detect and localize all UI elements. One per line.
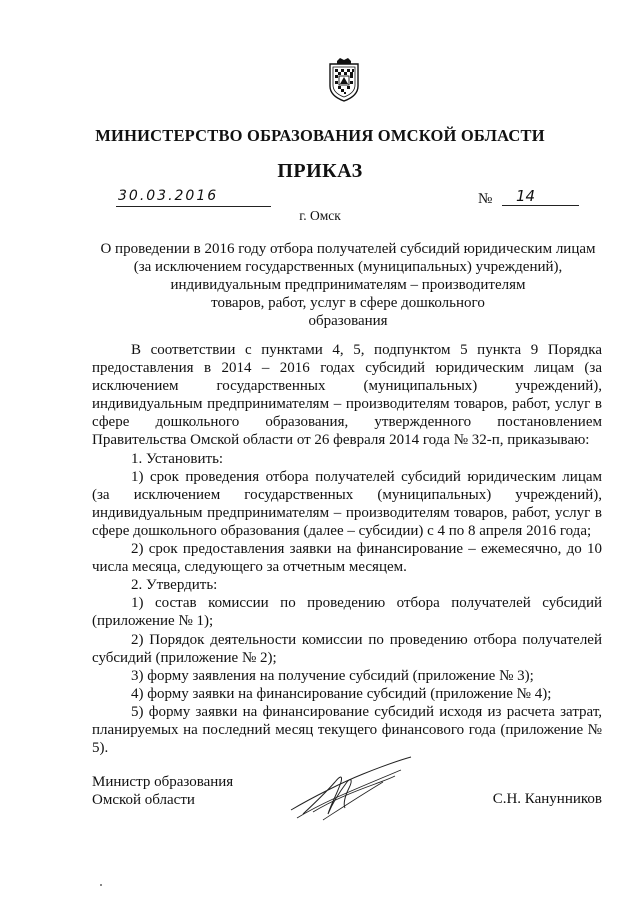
city: г. Омск xyxy=(299,208,341,223)
coat-of-arms-emblem xyxy=(327,58,361,102)
signer-position-line: Омской области xyxy=(92,792,195,808)
order-number: 14 xyxy=(502,188,579,206)
subject-line: О проведении в 2016 году отбора получателей субсидий юридическим лицам xyxy=(100,241,596,257)
order-body xyxy=(92,341,602,757)
document-type: ПРИКАЗ xyxy=(277,160,363,182)
number-sign: № xyxy=(478,191,493,207)
signer-position-line: Министр образования xyxy=(92,774,234,790)
list-item: 1) состав комиссии по проведению отбора получателей субсидий (приложение № 1); xyxy=(92,595,602,630)
intro-paragraph: В соответствии с пунктами 4, 5, подпунктом 5 пункта 9 Порядка предоставления в 2014 – 2016 годах субсидий юридическим лицам (за исключением государственных (муниципальных) учреждений), индивидуальным предпринимателям – производителям товаров, работ, услуг в сфере дошкольного образования, утвержденного постановлением Правительства Омской области от 26 февраля 2014 года № 32-п, приказываю: xyxy=(92,342,602,449)
list-item: 4) форму заявки на финансирование субсидий (приложение № 4); xyxy=(131,685,552,702)
subject-line: товаров, работ, услуг в сфере дошкольного xyxy=(211,295,485,311)
section-heading: 1. Установить: xyxy=(131,450,224,467)
subject-line: (за исключением государственных (муниципальных) учреждений), xyxy=(133,259,563,275)
scan-speck xyxy=(100,884,102,886)
order-date: 30.03.2016 xyxy=(116,188,271,207)
subject-line: индивидуальным предпринимателям – производителям xyxy=(170,277,526,293)
order-subject xyxy=(92,240,604,330)
list-item: 2) срок предоставления заявки на финансирование – ежемесячно, до 10 числа месяца, следующего за отчетным месяцем. xyxy=(92,541,602,576)
list-item: 2) Порядок деятельности комиссии по проведению отбора получателей субсидий (приложение № 2); xyxy=(92,631,602,666)
signer-position xyxy=(92,773,233,809)
ministry-title: МИНИСТЕРСТВО ОБРАЗОВАНИЯ ОМСКОЙ ОБЛАСТИ xyxy=(95,126,545,145)
handwritten-signature xyxy=(283,752,418,827)
subject-line: образования xyxy=(308,313,388,329)
list-item: 1) срок проведения отбора получателей субсидий юридическим лицам (за исключением государственных (муниципальных) учреждений), индивидуальным предпринимателям – производителям товаров, работ, услуг в сфере дошкольного образования (далее – субсидии) с 4 по 8 апреля 2016 года; xyxy=(92,468,602,539)
list-item: 3) форму заявления на получение субсидий (приложение № 3); xyxy=(131,667,534,684)
list-item: 5) форму заявки на финансирование субсидий исходя из расчета затрат, планируемых на последний месяц текущего финансового года (приложение № 5). xyxy=(92,703,602,757)
signer-name: С.Н. Канунников xyxy=(492,791,602,807)
section-heading: 2. Утвердить: xyxy=(131,577,218,594)
